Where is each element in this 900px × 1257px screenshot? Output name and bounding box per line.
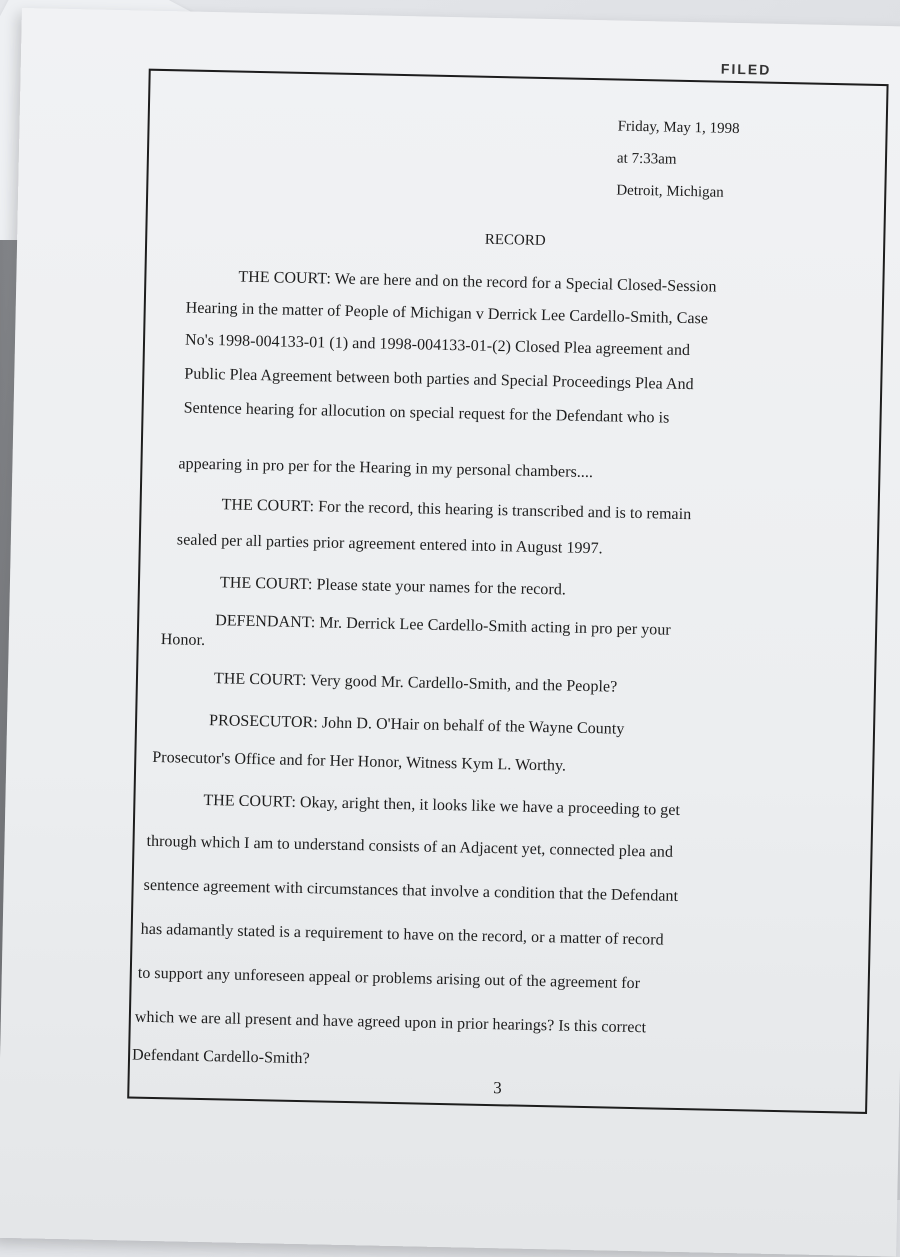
transcript-line: which we are all present and have agreed upon in prior hearings? Is this correct: [134, 1008, 647, 1037]
record-heading: RECORD: [484, 231, 546, 250]
transcript-line: Public Plea Agreement between both parties and Special Proceedings Plea And: [184, 365, 694, 394]
hearing-time: at 7:33am: [616, 150, 677, 168]
transcript-line: PROSECUTOR: John D. O'Hair on behalf of the Wayne County: [208, 712, 625, 738]
transcript-line: through which I am to understand consists of an Adjacent yet, connected plea and: [146, 832, 674, 861]
transcript-line: Defendant Cardello-Smith?: [131, 1046, 310, 1068]
transcript-line: THE COURT: Okay, aright then, it looks like we have a proceeding to get: [203, 791, 681, 819]
transcript-line: sealed per all parties prior agreement entered into in August 1997.: [176, 531, 603, 558]
transcript-line: sentence agreement with circumstances that involve a condition that the Defendant: [143, 876, 679, 905]
transcript-line: has adamantly stated is a requirement to have on the record, or a matter of record: [140, 920, 664, 949]
transcript-line: Honor.: [160, 631, 206, 649]
hearing-date: Friday, May 1, 1998: [617, 118, 740, 138]
transcript-line: THE COURT: Very good Mr. Cardello-Smith, and the People?: [213, 670, 618, 696]
transcript-page: [0, 8, 900, 1257]
transcript-line: Hearing in the matter of People of Michigan v Derrick Lee Cardello-Smith, Case: [185, 299, 709, 328]
date-block: [616, 111, 740, 210]
transcript-line: THE COURT: Please state your names for the record.: [219, 574, 567, 599]
transcript-line: DEFENDANT: Mr. Derrick Lee Cardello-Smith acting in pro per your: [215, 612, 671, 639]
transcript-line: appearing in pro per for the Hearing in my personal chambers....: [178, 455, 594, 482]
transcript-line: No's 1998-004133-01 (1) and 1998-004133-01-(2) Closed Plea agreement and: [184, 331, 691, 360]
hearing-place: Detroit, Michigan: [616, 182, 724, 201]
filed-stamp: FILED: [720, 60, 772, 78]
transcript-line: THE COURT: We are here and on the record for a Special Closed-Session: [238, 268, 717, 296]
transcript-line: Prosecutor's Office and for Her Honor, Witness Kym L. Worthy.: [152, 748, 567, 775]
transcript-line: THE COURT: For the record, this hearing is transcribed and is to remain: [221, 496, 692, 524]
transcript-line: to support any unforeseen appeal or problems arising out of the agreement for: [137, 964, 641, 993]
page-number: 3: [493, 1078, 502, 1098]
transcript-line: Sentence hearing for allocution on special request for the Defendant who is: [183, 399, 670, 427]
transcript-frame: [127, 69, 888, 1114]
